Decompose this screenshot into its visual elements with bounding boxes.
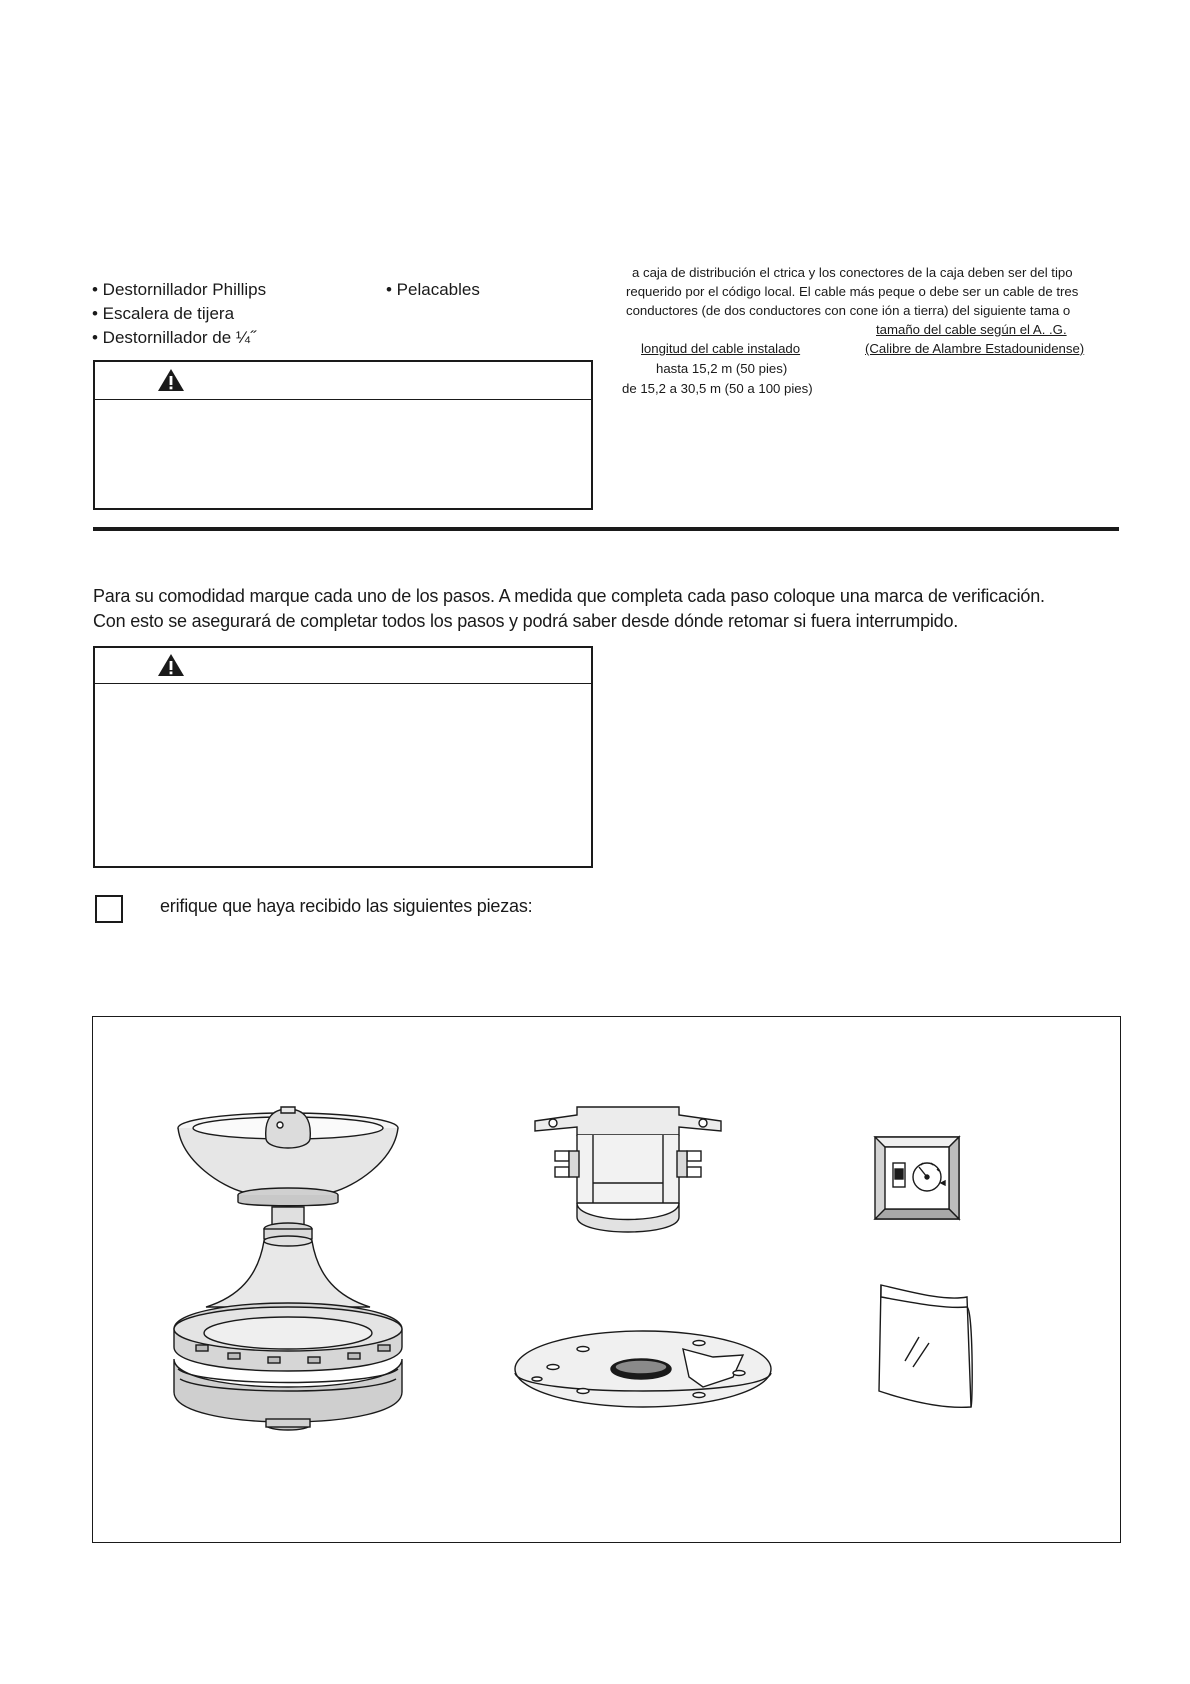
warning-box-1 <box>93 360 593 510</box>
tool-item-nutdriver: • Destornillador de ¼˝ <box>92 328 256 347</box>
wiring-text-line3: conductores (de dos conductores con cone ión a tierra) del siguiente tama o <box>626 303 1071 318</box>
gauge-header: (Calibre de Alambre Estadounidense) <box>865 341 1085 356</box>
section-divider <box>93 527 1119 531</box>
wiring-text-line2: requerido por el código local. El cable más peque o debe ser un cable de tres <box>626 284 1079 299</box>
cable-length-header: longitud del cable instalado <box>641 341 801 356</box>
warning-box-header <box>95 362 591 400</box>
warning-box-header <box>95 648 591 684</box>
tool-item-ladder: • Escalera de tijera <box>92 304 235 323</box>
warning-box-2 <box>93 646 593 868</box>
wiring-text-line1: a caja de distribución el ctrica y los conectores de la caja deben ser del tipo <box>632 265 1073 280</box>
parts-illustration-box <box>92 1016 1121 1543</box>
warning-triangle-icon <box>157 653 185 677</box>
tool-item-phillips: • Destornillador Phillips <box>92 280 267 299</box>
instructions-line1: Para su comodidad marque cada uno de los pasos. A medida que completa cada paso coloque una marca de verificación. <box>93 586 1045 606</box>
mounting-bracket-illustration <box>533 1107 723 1237</box>
checkbox-icon[interactable] <box>95 895 123 923</box>
instructions-line2: Con esto se asegurará de completar todos los pasos y podrá saber desde dónde retomar si fuera interrumpido. <box>93 611 959 631</box>
warning-triangle-icon <box>157 368 185 392</box>
fan-motor-assembly-illustration <box>168 1107 408 1437</box>
wire-size-header: tamaño del cable según el A. .G. <box>876 322 1067 337</box>
hardware-bag-illustration <box>875 1281 975 1413</box>
tool-item-wire-stripper: • Pelacables <box>386 280 480 299</box>
mounting-plate-illustration <box>513 1327 773 1417</box>
checklist-item-verify-parts: erifique que haya recibido las siguientes piezas: <box>160 896 533 916</box>
cable-length-row2: de 15,2 a 30,5 m (50 a 100 pies) <box>622 381 813 396</box>
cable-length-row1: hasta 15,2 m (50 pies) <box>656 361 788 376</box>
wall-control-illustration <box>873 1135 965 1221</box>
